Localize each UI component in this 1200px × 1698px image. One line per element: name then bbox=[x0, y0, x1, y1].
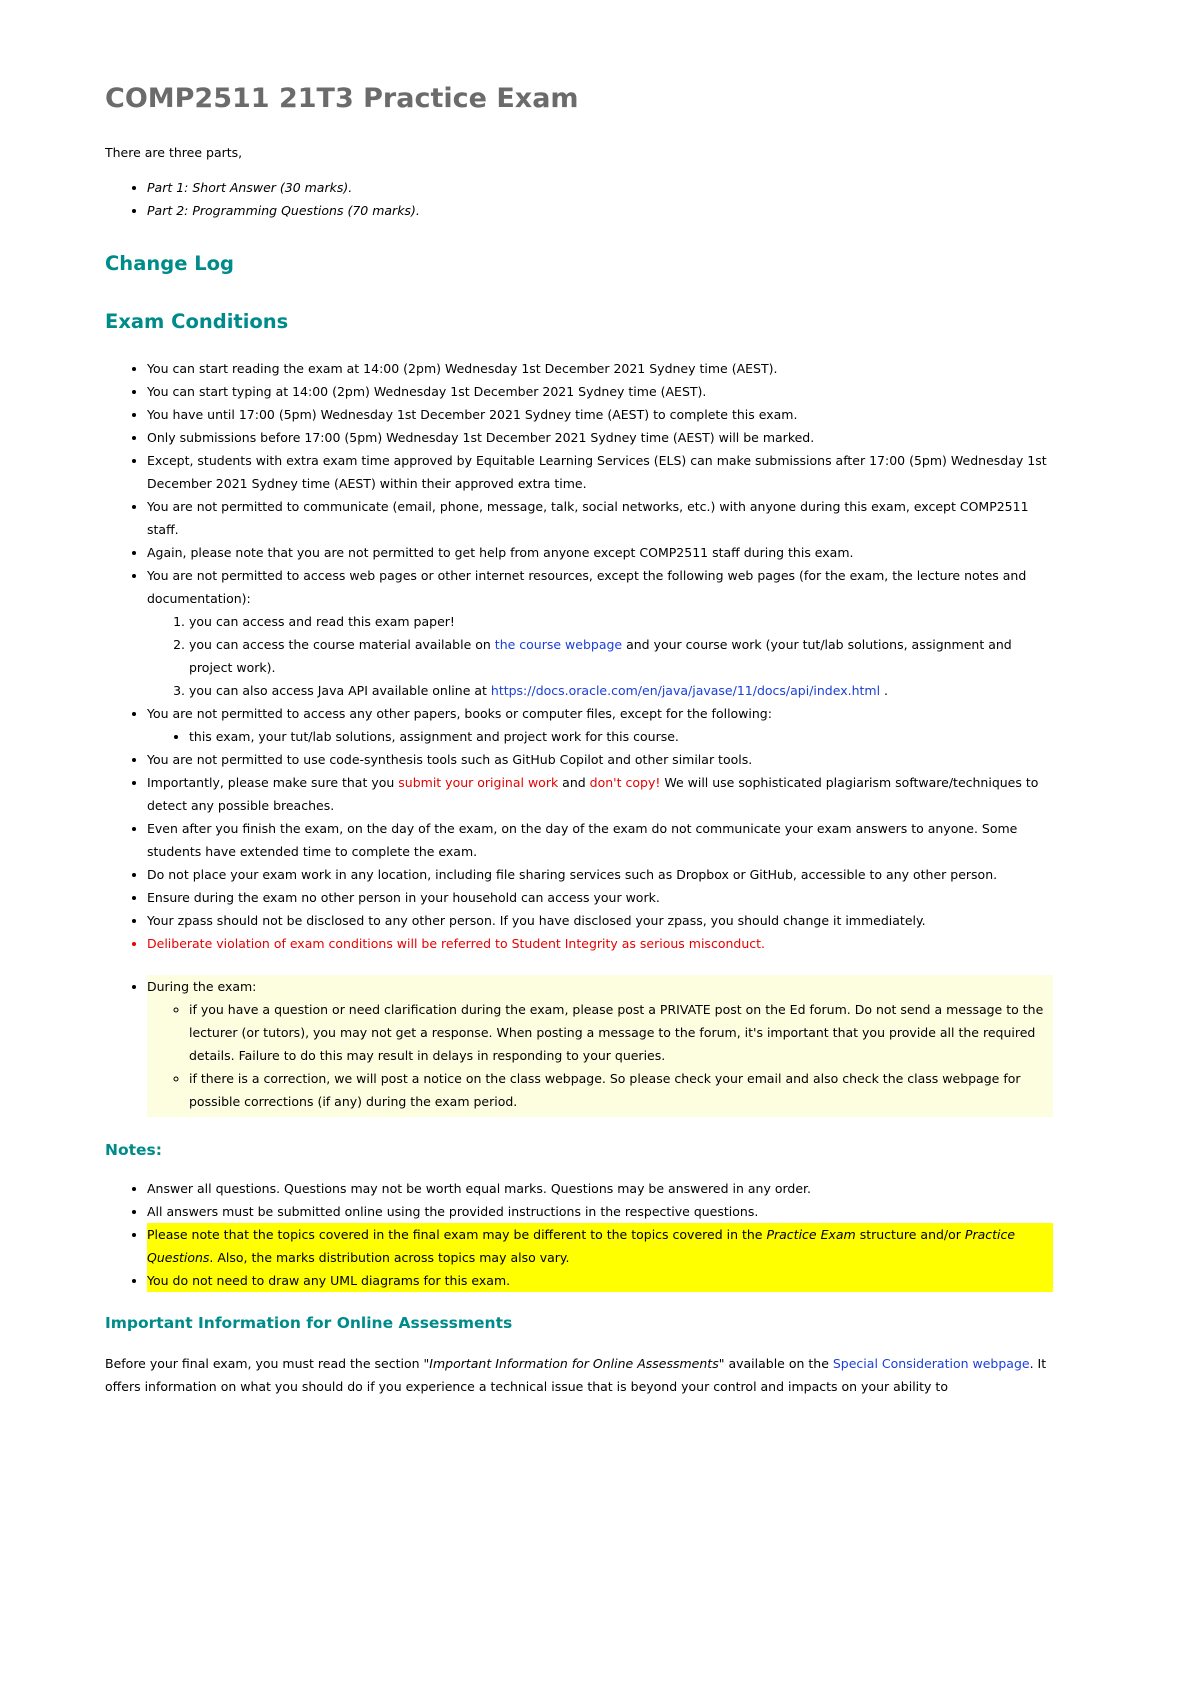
intro-text: There are three parts, bbox=[105, 145, 243, 160]
text: Practice Exam bbox=[766, 1227, 856, 1242]
text: structure and/or bbox=[855, 1227, 965, 1242]
list-item: ◦ if there is a correction, we will post a notice on the class webpage. So please check your email and also check the class webpage for possible corrections (if any) during the exam period. bbox=[189, 1067, 1053, 1113]
list-item: • You are not permitted to communicate (email, phone, message, talk, social networks, etc.) with anyone during this exam, except COMP2511 staff. bbox=[147, 495, 1056, 541]
list-item: ◦ if you have a question or need clarification during the exam, please post a PRIVATE post on the Ed forum. Do not send a message to the lecturer (or tutors), you may not get a response. When posting a message to the forum, it's important that you provide all the required details. Failure to do this may result in delays in responding to your queries. bbox=[189, 998, 1053, 1067]
list-item: • Ensure during the exam no other person in your household can access your work. bbox=[147, 886, 1056, 909]
text: you can access the course material available on bbox=[189, 637, 495, 652]
list-item: • this exam, your tut/lab solutions, assignment and project work for this course. bbox=[189, 725, 1056, 748]
important-info-heading: Important Information for Online Assessments bbox=[105, 1314, 513, 1332]
list-item bbox=[147, 176, 1056, 199]
special-consideration-link[interactable]: Special Consideration webpage bbox=[832, 1356, 1030, 1371]
text: Please note that the topics covered in the final exam may be different to the topics covered in the bbox=[147, 1227, 767, 1242]
text: Before your final exam, you must read the section " bbox=[105, 1356, 430, 1371]
list-item: • You can start reading the exam at 14:00 (2pm) Wednesday 1st December 2021 Sydney time (AEST). bbox=[147, 357, 1056, 380]
allowed-files-list bbox=[147, 725, 1056, 748]
list-item: • Your zpass should not be disclosed to any other person. If you have disclosed your zpass, you should change it immediately. bbox=[147, 909, 1056, 932]
text: . bbox=[880, 683, 889, 698]
list-item bbox=[147, 702, 1056, 748]
part-1-text: Part 1: Short Answer (30 marks). bbox=[147, 180, 353, 195]
list-item bbox=[147, 199, 1056, 222]
list-item bbox=[189, 633, 1056, 679]
notes-heading: Notes: bbox=[105, 1141, 162, 1159]
during-sub-list bbox=[147, 998, 1053, 1113]
list-item: • Except, students with extra exam time approved by Equitable Learning Services (ELS) can make submissions after 17:00 (5pm) Wednesday 1st December 2021 Sydney time (AEST) within their approved extra time. bbox=[147, 449, 1056, 495]
important-info-text bbox=[105, 1352, 1056, 1398]
warning-text: submit your original work bbox=[398, 775, 559, 790]
condition-text: You are not permitted to access any other papers, books or computer files, except for the following: bbox=[147, 706, 772, 721]
list-item: • Even after you finish the exam, on the day of the exam, on the day of the exam do not communicate your exam answers to anyone. Some students have extended time to complete the exam. bbox=[147, 817, 1056, 863]
notes-list bbox=[105, 1177, 1056, 1223]
list-item: • You have until 17:00 (5pm) Wednesday 1st December 2021 Sydney time (AEST) to complete this exam. bbox=[147, 403, 1056, 426]
part-2-text: Part 2: Programming Questions (70 marks). bbox=[147, 203, 420, 218]
condition-text: You are not permitted to access web pages or other internet resources, except the following web pages (for the exam, the lecture notes and documentation): bbox=[147, 568, 1027, 606]
list-item bbox=[147, 1223, 1053, 1269]
list-item: • Again, please note that you are not permitted to get help from anyone except COMP2511 staff during this exam. bbox=[147, 541, 1056, 564]
notes-highlight bbox=[147, 1223, 1053, 1292]
list-item bbox=[147, 975, 1053, 1113]
list-item bbox=[189, 679, 1056, 702]
text: . It offers information on what you should do if you experience a technical issue that is beyond your control and impacts on your ability to bbox=[105, 1356, 1047, 1394]
text: and bbox=[558, 775, 590, 790]
text: Important Information for Online Assessments bbox=[429, 1356, 719, 1371]
text: Importantly, please make sure that you bbox=[147, 775, 399, 790]
exam-conditions-heading: Exam Conditions bbox=[105, 310, 289, 333]
during-label: During the exam: bbox=[147, 979, 257, 994]
list-item: • All answers must be submitted online using the provided instructions in the respective questions. bbox=[147, 1200, 1056, 1223]
highlighted-notes-list bbox=[147, 1223, 1053, 1292]
page-title: COMP2511 21T3 Practice Exam bbox=[105, 83, 579, 114]
misconduct-warning: • Deliberate violation of exam conditions will be referred to Student Integrity as serious misconduct. bbox=[147, 932, 1056, 955]
list-item: • You do not need to draw any UML diagrams for this exam. bbox=[147, 1269, 1053, 1292]
list-item: • You can start typing at 14:00 (2pm) Wednesday 1st December 2021 Sydney time (AEST). bbox=[147, 380, 1056, 403]
warning-text: don't copy! bbox=[589, 775, 661, 790]
list-item: • Answer all questions. Questions may not be worth equal marks. Questions may be answered in any order. bbox=[147, 1177, 1056, 1200]
text: " available on the bbox=[718, 1356, 833, 1371]
list-item: 1. you can access and read this exam paper! bbox=[189, 610, 1056, 633]
during-list bbox=[147, 975, 1053, 1113]
java-api-link[interactable]: https://docs.oracle.com/en/java/javase/11/docs/api/index.html bbox=[490, 683, 881, 698]
list-item bbox=[147, 564, 1056, 702]
list-item: • Only submissions before 17:00 (5pm) Wednesday 1st December 2021 Sydney time (AEST) will be marked. bbox=[147, 426, 1056, 449]
list-item: • You are not permitted to use code-synthesis tools such as GitHub Copilot and other similar tools. bbox=[147, 748, 1056, 771]
text: Practice Questions bbox=[147, 1227, 1016, 1265]
text: We will use sophisticated plagiarism software/techniques to detect any possible breaches. bbox=[147, 775, 1039, 813]
change-log-heading: Change Log bbox=[105, 252, 234, 275]
course-webpage-link[interactable]: the course webpage bbox=[494, 637, 623, 652]
list-item bbox=[147, 771, 1056, 817]
parts-list bbox=[105, 176, 1056, 222]
text: you can also access Java API available online at bbox=[189, 683, 491, 698]
text: and your course work (your tut/lab solutions, assignment and project work). bbox=[189, 637, 1012, 675]
list-item: • Do not place your exam work in any location, including file sharing services such as Dropbox or GitHub, accessible to any other person. bbox=[147, 863, 1056, 886]
allowed-pages-list bbox=[147, 610, 1056, 702]
conditions-list bbox=[105, 357, 1056, 955]
text: . Also, the marks distribution across topics may also vary. bbox=[209, 1250, 570, 1265]
during-exam-box bbox=[147, 975, 1053, 1117]
